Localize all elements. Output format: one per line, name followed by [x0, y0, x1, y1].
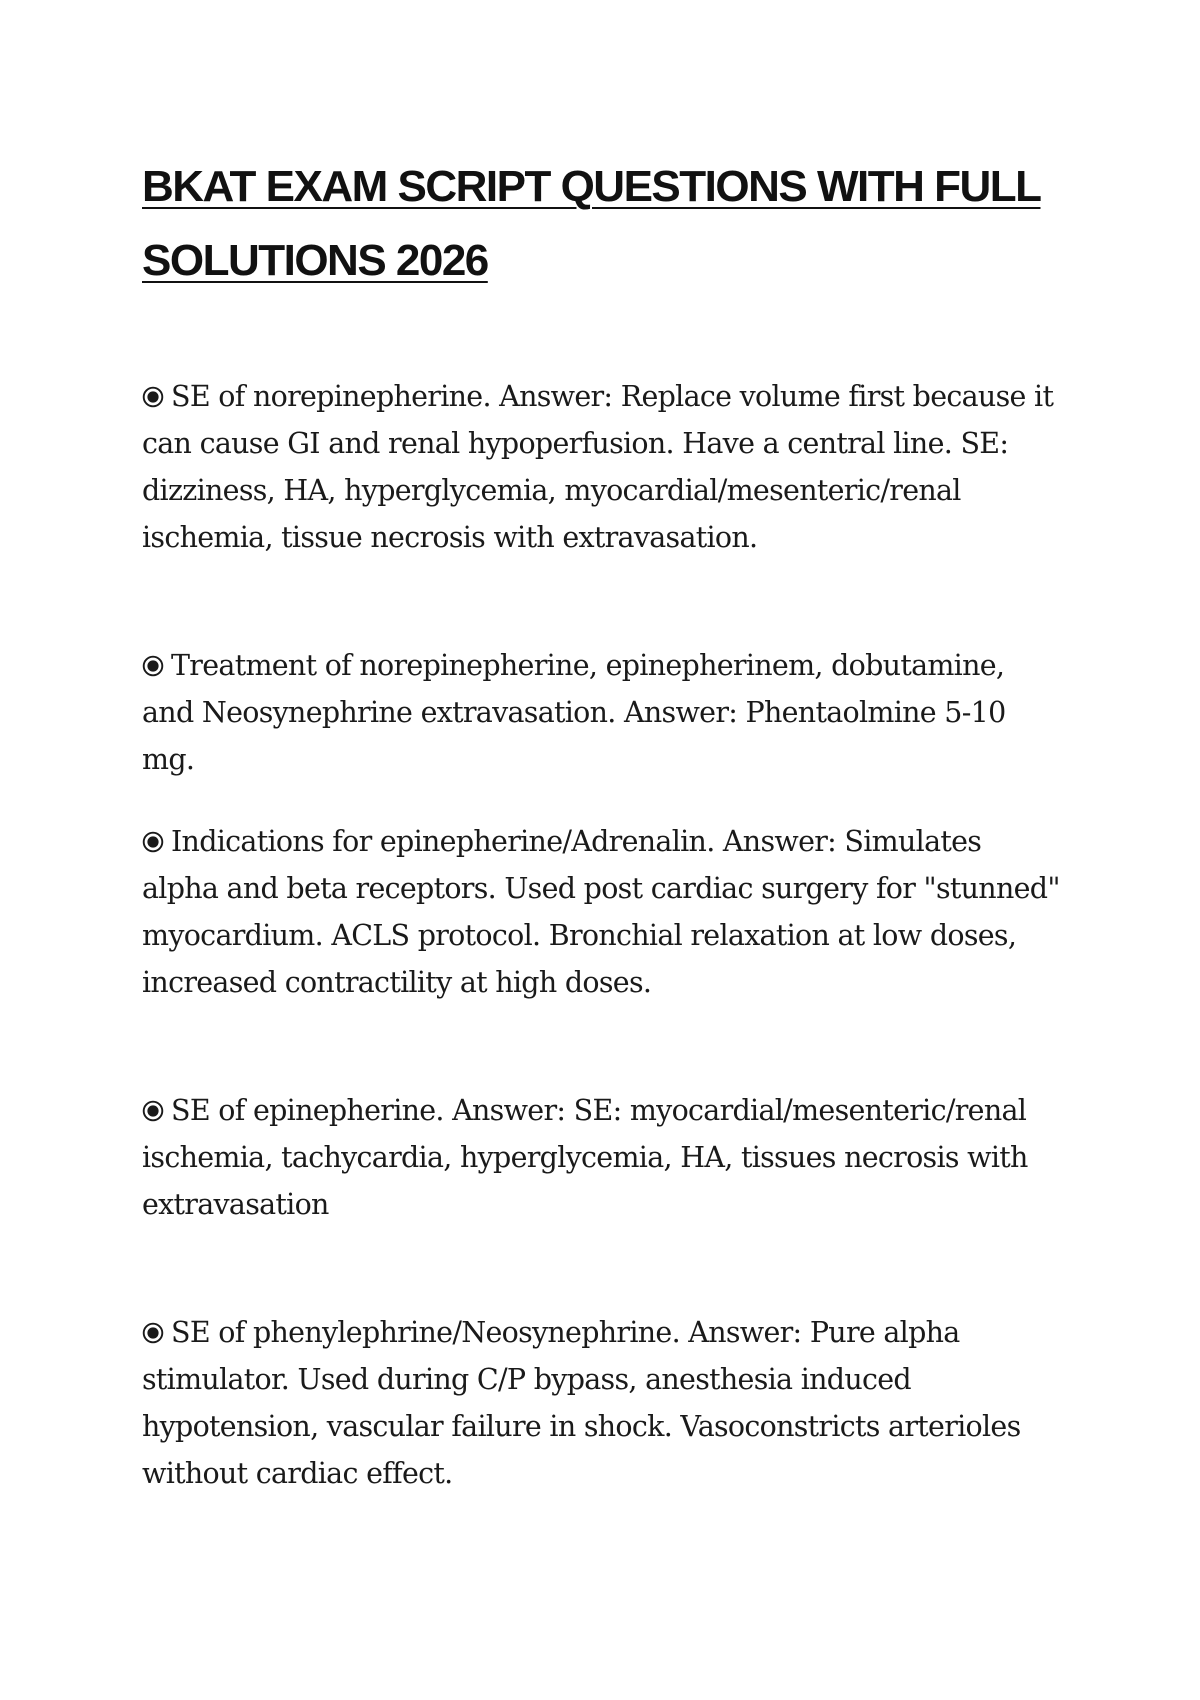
qa-item	[142, 1309, 1062, 1497]
qa-item	[142, 1087, 1062, 1228]
qa-item	[142, 642, 1062, 783]
qa-item-text: Treatment of norepinepherine, epinepherinem, dobutamine, and Neosynephrine extravasation. Answer: Phentaolmine 5-10 mg.	[142, 649, 1006, 776]
qa-item-text: SE of epinepherine. Answer: SE: myocardial/mesenteric/renal ischemia, tachycardia, hyperglycemia, HA, tissues necrosis with extravasation	[142, 1094, 1028, 1221]
document-title: BKAT EXAM SCRIPT QUESTIONS WITH FULL SOLUTIONS 2026	[142, 162, 1041, 285]
radio-bullet-icon	[142, 1322, 164, 1344]
qa-item	[142, 818, 1062, 1006]
qa-item-text: Indications for epinepherine/Adrenalin. Answer: Simulates alpha and beta receptors. Used post cardiac surgery for "stunned" myocardium. ACLS protocol. Bronchial relaxation at low doses, increased contractility at high doses.	[142, 825, 1060, 999]
qa-item-text: SE of phenylephrine/Neosynephrine. Answer: Pure alpha stimulator. Used during C/P bypass, anesthesia induced hypotension, vascular failure in shock. Vasoconstricts arterioles without cardiac effect.	[142, 1316, 1021, 1490]
qa-item	[142, 373, 1062, 561]
radio-bullet-icon	[142, 386, 164, 408]
qa-item-text: SE of norepinepherine. Answer: Replace volume first because it can cause GI and renal hypoperfusion. Have a central line. SE: dizziness, HA, hyperglycemia, myocardial/mesenteric/renal ischemia, tissue necrosis with extravasation.	[142, 380, 1054, 554]
radio-bullet-icon	[142, 1100, 164, 1122]
radio-bullet-icon	[142, 655, 164, 677]
radio-bullet-icon	[142, 831, 164, 853]
